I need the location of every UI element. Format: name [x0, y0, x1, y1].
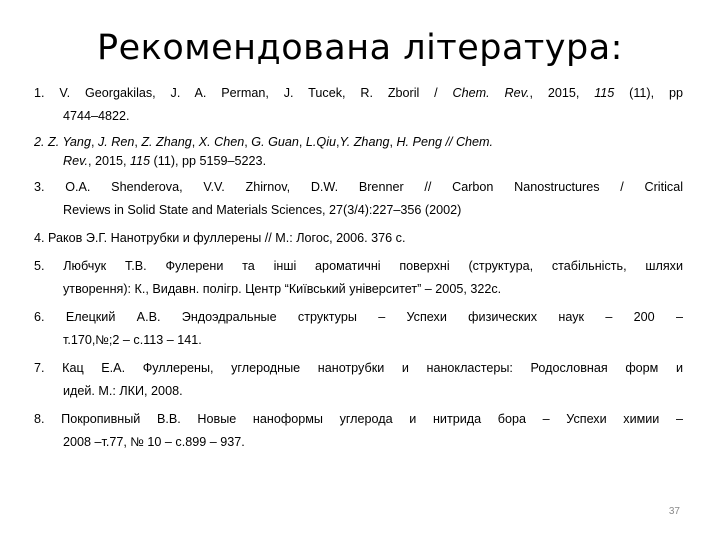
text-run: Reviews in Solid State and Materials Sciences, 27(3/4):227–356 (2002) [63, 203, 462, 217]
reference-line [34, 152, 683, 171]
italic-text-run: J. Ren [97, 135, 135, 149]
slide-title: Рекомендована література: [97, 28, 623, 68]
italic-text-run: Chem. Rev. [452, 86, 530, 100]
reference-line [34, 380, 683, 403]
italic-text-run: 2. Z. Yang [34, 135, 91, 149]
text-run: 2008 –т.77, № 10 – с.899 – 937. [63, 435, 245, 449]
text-run: т.170,№;2 – с.113 – 141. [63, 333, 202, 347]
reference-item-7 [34, 357, 683, 403]
reference-line [34, 82, 683, 105]
text-run: идей. М.: ЛКИ, 2008. [63, 384, 183, 398]
text-run: 1. V. Georgakilas, J. A. Perman, J. Tucek, R. Zboril / [34, 86, 453, 100]
text-run: , [389, 135, 397, 149]
text-run: , [244, 135, 252, 149]
reference-item-8 [34, 408, 683, 454]
reference-item-4 [34, 227, 683, 250]
italic-text-run: Rev. [63, 154, 88, 168]
reference-line [34, 133, 683, 152]
reference-line [34, 357, 683, 380]
text-run: 7. Кац Е.А. Фуллерены, углеродные нанотрубки и нанокластеры: Родословная форм и [34, 361, 683, 375]
italic-text-run: 115 [594, 86, 615, 100]
reference-line [34, 278, 683, 301]
reference-list [34, 82, 683, 459]
reference-line [34, 306, 683, 329]
italic-text-run: 115 [129, 154, 151, 168]
reference-item-5 [34, 255, 683, 301]
text-run: , [298, 135, 306, 149]
italic-text-run: Z. Zhang [141, 135, 192, 149]
text-run: 8. Покропивный В.В. Новые наноформы углерода и нитрида бора – Успехи химии – [34, 412, 683, 426]
reference-line [34, 408, 683, 431]
text-run: (11), pp [614, 86, 683, 100]
text-run: , 2015, [529, 86, 595, 100]
reference-line [34, 199, 683, 222]
text-run: , [336, 135, 340, 149]
page-number: 37 [668, 506, 680, 517]
text-run: утворення): К., Видавн. полігр. Центр “Київський університет” – 2005, 322с. [63, 282, 502, 296]
text-run: , [134, 135, 142, 149]
italic-text-run: Y. Zhang [339, 135, 390, 149]
reference-item-3 [34, 176, 683, 222]
italic-text-run: H. Peng // Chem. [396, 135, 494, 149]
text-run: , [90, 135, 98, 149]
text-run: , [191, 135, 199, 149]
text-run: 4. Раков Э.Г. Нанотрубки и фуллерены // М.: Логос, 2006. 376 с. [34, 231, 406, 245]
text-run: 6. Елецкий А.В. Эндоэдральные структуры – Успехи физических наук – 200 – [34, 310, 683, 324]
reference-line [34, 105, 683, 128]
text-run: 5. Любчук Т.В. Фулерени та інші ароматичні поверхні (структура, стабільність, шляхи [34, 259, 683, 273]
italic-text-run: L.Qiu [305, 135, 336, 149]
reference-line [34, 176, 683, 199]
reference-item-6 [34, 306, 683, 352]
reference-line [34, 329, 683, 352]
reference-item-2 [34, 133, 683, 171]
reference-line [34, 431, 683, 454]
text-run: 4744–4822. [63, 109, 130, 123]
reference-item-1 [34, 82, 683, 128]
text-run: (11), pp 5159–5223. [150, 154, 267, 168]
reference-line [34, 255, 683, 278]
italic-text-run: G. Guan [251, 135, 299, 149]
reference-line [34, 227, 683, 250]
text-run: 3. O.A. Shenderova, V.V. Zhirnov, D.W. Brenner // Carbon Nanostructures / Critical [34, 180, 683, 194]
text-run: , 2015, [87, 154, 130, 168]
italic-text-run: X. Chen [198, 135, 245, 149]
